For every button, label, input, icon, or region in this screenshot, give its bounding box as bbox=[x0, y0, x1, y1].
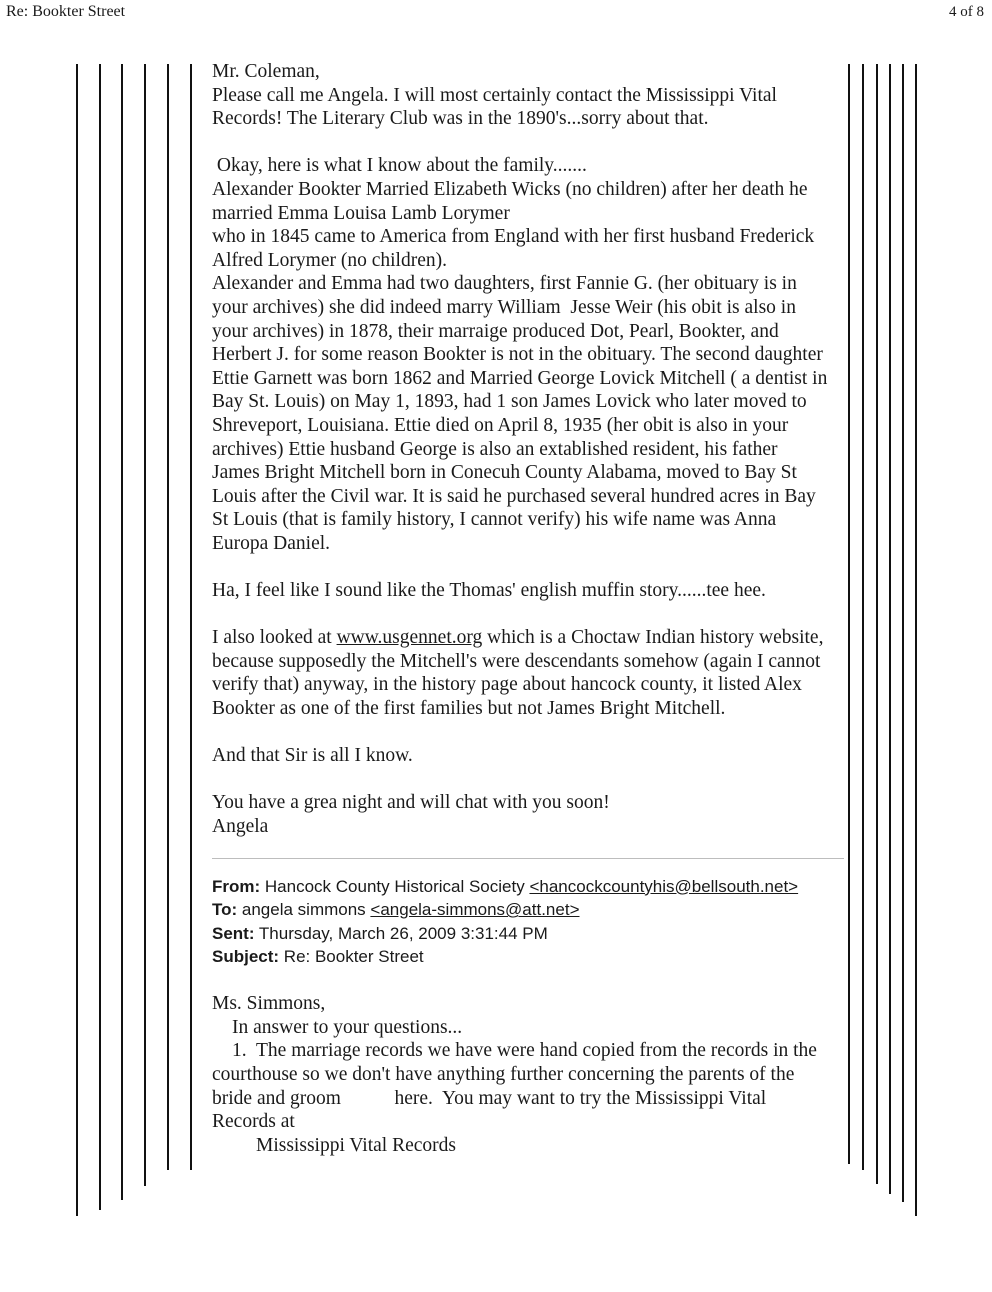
original-line: Records at bbox=[212, 1111, 295, 1133]
original-line: 1. The marriage records we have were hand copied from the records in the bbox=[232, 1040, 817, 1062]
reply-line: Bay St. Louis) on May 1, 1893, had 1 son James Lovick who later moved to bbox=[212, 391, 807, 413]
quote-bar-right-2 bbox=[862, 64, 864, 1170]
reply-line: Bookter as one of the first families but not James Bright Mitchell. bbox=[212, 698, 726, 720]
reply-text: I also looked at bbox=[212, 627, 337, 649]
reply-line: Records! The Literary Club was in the 1890's...sorry about that. bbox=[212, 108, 709, 130]
quote-bar-left-3 bbox=[121, 64, 123, 1200]
reply-line: Alfred Lorymer (no children). bbox=[212, 249, 447, 271]
header-from: From: Hancock County Historical Society <hancockcountyhis@bellsouth.net> bbox=[212, 876, 799, 896]
usgennet-link[interactable]: www.usgennet.org bbox=[336, 627, 483, 649]
reply-line: who in 1845 came to America from England with her first husband Frederick bbox=[212, 226, 815, 248]
reply-line: And that Sir is all I know. bbox=[212, 745, 413, 767]
quote-bar-left-5 bbox=[167, 64, 169, 1170]
reply-line: because supposedly the Mitchell's were descendants somehow (again I cannot bbox=[212, 650, 821, 672]
quote-bar-right-6 bbox=[915, 64, 917, 1216]
reply-text: which is a Choctaw Indian history website, bbox=[482, 627, 824, 649]
reply-signature: Angela bbox=[212, 816, 269, 837]
quote-bar-left-6 bbox=[190, 64, 192, 1170]
page-title: Re: Bookter Street bbox=[6, 3, 126, 20]
reply-line: You have a grea night and will chat with you soon! bbox=[212, 792, 610, 814]
reply-line: your archives) she did indeed marry William Jesse Weir (his obit is also in bbox=[212, 296, 796, 318]
reply-line: Shreveport, Louisiana. Ettie died on April 8, 1935 (her obit is also in your bbox=[212, 414, 789, 436]
original-intro: In answer to your questions... bbox=[232, 1016, 463, 1038]
quote-bar-left-1 bbox=[76, 64, 78, 1216]
original-line: courthouse so we don't have anything further concerning the parents of the bbox=[212, 1063, 795, 1085]
reply-line: Louis after the Civil war. It is said he purchased several hundred acres in Bay bbox=[212, 485, 816, 507]
reply-line: Alexander and Emma had two daughters, first Fannie G. (her obituary is in bbox=[212, 273, 797, 295]
reply-line: Ha, I feel like I sound like the Thomas' english muffin story......tee hee. bbox=[212, 580, 766, 602]
quote-bar-right-3 bbox=[876, 64, 878, 1184]
reply-line: verify that) anyway, in the history page about hancock county, it listed Alex bbox=[212, 674, 802, 696]
reply-line: Please call me Angela. I will most certainly contact the Mississippi Vital bbox=[212, 84, 777, 106]
from-email-link[interactable]: <hancockcountyhis@bellsouth.net> bbox=[529, 876, 799, 896]
reply-salutation: Mr. Coleman, bbox=[212, 61, 320, 82]
email-body bbox=[212, 60, 852, 1157]
reply-line: St Louis (that is family history, I cannot verify) his wife name was Anna bbox=[212, 509, 777, 531]
original-message-headers bbox=[212, 875, 852, 969]
reply-line: your archives) in 1878, their marraige produced Dot, Pearl, Bookter, and bbox=[212, 320, 779, 342]
reply-line: Herbert J. for some reason Bookter is not in the obituary. The second daughter bbox=[212, 344, 823, 366]
quote-bar-right-5 bbox=[902, 64, 904, 1202]
quote-bar-left-2 bbox=[99, 64, 101, 1210]
header-subject: Subject: Re: Bookter Street bbox=[212, 947, 424, 967]
reply-line: James Bright Mitchell born in Conecuh County Alabama, moved to Bay St bbox=[212, 462, 797, 484]
original-salutation: Ms. Simmons, bbox=[212, 993, 326, 1015]
reply-line: Okay, here is what I know about the family....... bbox=[212, 155, 587, 177]
page-number: 4 of 8 bbox=[949, 4, 984, 20]
header-to: To: angela simmons <angela-simmons@att.net> bbox=[212, 900, 580, 920]
reply-line: Alexander Bookter Married Elizabeth Wicks (no children) after her death he bbox=[212, 178, 808, 200]
original-org-line: Mississippi Vital Records bbox=[256, 1134, 456, 1156]
reply-line: Europa Daniel. bbox=[212, 532, 331, 554]
reply-line: archives) Ettie husband George is also an extablished resident, his father bbox=[212, 438, 778, 460]
header-sent: Sent: Thursday, March 26, 2009 3:31:44 PM bbox=[212, 923, 548, 943]
original-line: bride and groom here. You may want to try the Mississippi Vital bbox=[212, 1087, 767, 1109]
message-divider bbox=[212, 858, 844, 859]
reply-line: Ettie Garnett was born 1862 and Married George Lovick Mitchell ( a dentist in bbox=[212, 367, 828, 389]
reply-line bbox=[212, 626, 852, 650]
quote-bar-right-4 bbox=[889, 64, 891, 1194]
reply-line: married Emma Louisa Lamb Lorymer bbox=[212, 202, 510, 224]
quote-bar-left-4 bbox=[144, 64, 146, 1186]
to-email-link[interactable]: <angela-simmons@att.net> bbox=[370, 900, 580, 920]
